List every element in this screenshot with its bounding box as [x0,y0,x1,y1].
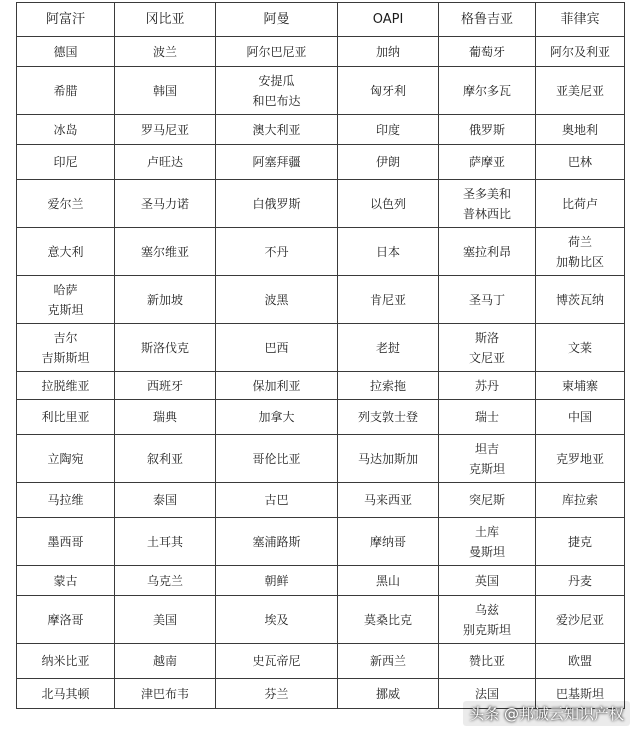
table-row [17,37,625,67]
country-cell: 印度 [338,115,439,145]
country-cell: 西班牙 [115,372,216,400]
country-cell: 津巴布韦 [115,679,216,709]
table-row [17,518,625,566]
country-cell: 肯尼亚 [338,276,439,324]
country-cell: 土库 曼斯坦 [439,518,536,566]
country-cell: 德国 [17,37,115,67]
country-cell: 泰国 [115,483,216,518]
country-cell: 斯洛 文尼亚 [439,324,536,372]
country-cell: 阿曼 [216,3,338,37]
country-cell: 朝鲜 [216,566,338,596]
country-cell: 巴林 [536,145,625,180]
country-cell: 阿尔及利亚 [536,37,625,67]
country-cell: 巴基斯坦 [536,679,625,709]
country-cell: 印尼 [17,145,115,180]
country-cell: 马达加斯加 [338,435,439,483]
country-cell: 坦吉 克斯坦 [439,435,536,483]
country-cell: 加纳 [338,37,439,67]
country-cell: 列支敦士登 [338,400,439,435]
country-cell: 新加坡 [115,276,216,324]
country-cell: 博茨瓦纳 [536,276,625,324]
country-cell: 瑞典 [115,400,216,435]
table-row [17,324,625,372]
country-cell: 哥伦比亚 [216,435,338,483]
country-cell: 史瓦帝尼 [216,644,338,679]
country-cell: 摩尔多瓦 [439,67,536,115]
country-cell: 土耳其 [115,518,216,566]
country-cell: 葡萄牙 [439,37,536,67]
country-cell: 安提瓜 和巴布达 [216,67,338,115]
country-cell: 塞浦路斯 [216,518,338,566]
country-cell: 匈牙利 [338,67,439,115]
table-row [17,145,625,180]
country-cell: 库拉索 [536,483,625,518]
country-table [16,2,625,709]
country-cell: 法国 [439,679,536,709]
country-cell: 马拉维 [17,483,115,518]
country-cell: 比荷卢 [536,180,625,228]
country-cell: 巴西 [216,324,338,372]
country-cell: 卢旺达 [115,145,216,180]
country-cell: 不丹 [216,228,338,276]
country-cell: 日本 [338,228,439,276]
country-cell: 圣马丁 [439,276,536,324]
country-cell: 意大利 [17,228,115,276]
country-cell: 克罗地亚 [536,435,625,483]
country-cell: 澳大利亚 [216,115,338,145]
country-cell: 拉索拖 [338,372,439,400]
table-row [17,566,625,596]
country-cell: 蒙古 [17,566,115,596]
country-cell: 老挝 [338,324,439,372]
country-cell: 圣马力诺 [115,180,216,228]
country-cell: 斯洛伐克 [115,324,216,372]
country-cell: 莫桑比克 [338,596,439,644]
country-cell: 冈比亚 [115,3,216,37]
country-cell: 伊朗 [338,145,439,180]
country-cell: 挪威 [338,679,439,709]
country-cell: 乌兹 别克斯坦 [439,596,536,644]
country-cell: 丹麦 [536,566,625,596]
watermark: 头条 @邦诚云知识产权 [463,701,630,726]
table-row [17,644,625,679]
table-row [17,276,625,324]
country-cell: 希腊 [17,67,115,115]
country-cell: 哈萨 克斯坦 [17,276,115,324]
country-cell: 阿富汗 [17,3,115,37]
country-cell: 摩洛哥 [17,596,115,644]
country-cell: 奥地利 [536,115,625,145]
country-cell: 加拿大 [216,400,338,435]
country-cell: 菲律宾 [536,3,625,37]
country-cell: 瑞士 [439,400,536,435]
country-cell: 埃及 [216,596,338,644]
country-cell: 苏丹 [439,372,536,400]
country-cell: 荷兰 加勒比区 [536,228,625,276]
country-cell: 文莱 [536,324,625,372]
country-cell: 北马其顿 [17,679,115,709]
country-cell: 以色列 [338,180,439,228]
country-cell: 纳米比亚 [17,644,115,679]
table-row [17,400,625,435]
country-cell: 塞拉利昂 [439,228,536,276]
country-cell: 越南 [115,644,216,679]
country-cell: 塞尔维亚 [115,228,216,276]
country-cell: 英国 [439,566,536,596]
country-cell: 萨摩亚 [439,145,536,180]
table-row [17,228,625,276]
country-cell: 波黑 [216,276,338,324]
country-cell: 黑山 [338,566,439,596]
table-row [17,435,625,483]
country-cell: 马来西亚 [338,483,439,518]
country-cell: OAPI [338,3,439,37]
country-cell: 突尼斯 [439,483,536,518]
country-cell: 俄罗斯 [439,115,536,145]
country-cell: 新西兰 [338,644,439,679]
country-cell: 芬兰 [216,679,338,709]
country-cell: 保加利亚 [216,372,338,400]
table-row [17,67,625,115]
country-cell: 阿塞拜疆 [216,145,338,180]
country-cell: 墨西哥 [17,518,115,566]
country-cell: 波兰 [115,37,216,67]
country-cell: 亚美尼亚 [536,67,625,115]
country-cell: 白俄罗斯 [216,180,338,228]
country-cell: 摩纳哥 [338,518,439,566]
country-cell: 古巴 [216,483,338,518]
country-cell: 爱沙尼亚 [536,596,625,644]
country-cell: 韩国 [115,67,216,115]
country-cell: 格鲁吉亚 [439,3,536,37]
country-cell: 阿尔巴尼亚 [216,37,338,67]
table-row [17,483,625,518]
table-row [17,596,625,644]
country-cell: 罗马尼亚 [115,115,216,145]
country-cell: 乌克兰 [115,566,216,596]
country-cell: 美国 [115,596,216,644]
country-cell: 欧盟 [536,644,625,679]
table-row [17,372,625,400]
country-cell: 吉尔 吉斯斯坦 [17,324,115,372]
country-cell: 叙利亚 [115,435,216,483]
country-cell: 柬埔寨 [536,372,625,400]
country-cell: 爱尔兰 [17,180,115,228]
country-cell: 赞比亚 [439,644,536,679]
country-cell: 捷克 [536,518,625,566]
country-cell: 圣多美和 普林西比 [439,180,536,228]
country-cell: 立陶宛 [17,435,115,483]
country-table-body [17,3,625,709]
table-row [17,115,625,145]
country-cell: 利比里亚 [17,400,115,435]
table-row [17,180,625,228]
country-table-container [16,2,624,709]
country-cell: 中国 [536,400,625,435]
table-row [17,3,625,37]
country-cell: 拉脱维亚 [17,372,115,400]
country-cell: 冰岛 [17,115,115,145]
